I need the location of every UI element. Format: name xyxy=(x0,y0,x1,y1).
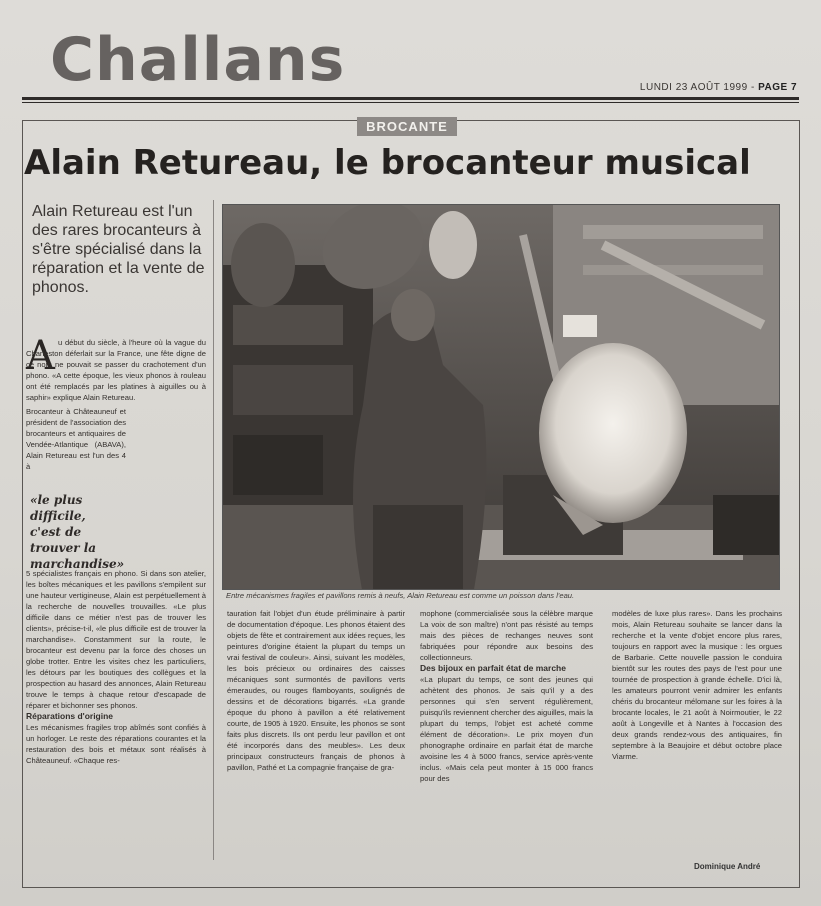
author-signature: Dominique André xyxy=(694,862,761,871)
paragraph-col2: tauration fait l'objet d'un étude préliminaire à partir de documentation d'époque. Les phonos étaient des objets de fête et contrairement aux idées reçues, les peintures d'origine étaient la plupart du temps un vrai festival de couleur». Ainsi, suivant les modèles, les bois précieux ou ordinaires des caisses mécaniques sont surmontés de pavillons verts émeraudes, ou rouges flamboyants, soulignés de dessins et de décorations bigarrés. «La grande époque du phono à pavillon a été relativement courte, de 1905 à 1920. Ensuite, les phonos se sont faits plus discrets. Ils ont perdu leur pavillon et ont été incorporés dans des meubles». Les deux principaux constructeurs français de phonos à pavillon, Pathé et La compagnie française de gra- xyxy=(227,609,405,772)
column-1-intro xyxy=(26,333,206,472)
column-2 xyxy=(227,608,405,773)
column-4 xyxy=(612,608,782,762)
masthead-title: Challans xyxy=(50,25,346,95)
paragraph-col3-a: mophone (commercialisée sous la célèbre marque La voix de son maître) n'ont pas résisté au temps mais des pièces de rechanges neuves sont fabriquées pour répondre aux besoins des collectionneurs. xyxy=(420,609,593,662)
issue-date: LUNDI 23 AOÛT 1999 - xyxy=(639,82,759,93)
paragraph-col4: modèles de luxe plus rares». Dans les prochains mois, Alain Retureau souhaite se lancer dans la recherche et la vente d'objet encore plus rares, toujours en rapport avec la musique : les orgues de Barbarie. Cette nouvelle passion le conduira bientôt sur les routes des pays de l'est pour une tournée de prospection à grande échelle. D'ici là, les amateurs pourront venir admirer les enfants chéris du brocanteur mélomane sur les foires à la brocante locales, le 21 août à Noirmoutier, le 22 août à Longeville et à Nantes à l'occasion des deux grands rendez-vous des antiquaires, fin septembre à la Beaujoire et début octobre place Viarme. xyxy=(612,609,782,761)
pull-quote: «le plus difficile, c'est de trouver la marchandise» xyxy=(30,493,125,571)
masthead-date xyxy=(640,82,797,93)
paragraph-3: 5 spécialistes français en phono. Si dans son atelier, les boîtes mécaniques et les pavillons s'empilent sur une hauteur vertigineuse, Alain est perpétuellement à la recherche de nouvelles trouvailles. «Le plus difficile dans ce métier n'est pas de trouver les clients», précise-t-il, «le plus difficile est de trouver la marchandise». Constamment sur la route, le brocanteur est devenu par la force des choses un globe trotter. Entre les visites chez les particuliers, les détours par les boutiques des collègues et la prospection au hasard des annonces, Alain Retureau trouve le temps à chaque retour d'escapade de réparer et bichonner ses phonos. xyxy=(26,569,206,710)
article-photo xyxy=(222,204,780,590)
paragraph-col3-b: «La plupart du temps, ce sont des jeunes qui achètent des phonos. Je sais qu'il y a des personnes qui s'en servent régulièrement, puisqu'ils reviennent chercher des aiguilles, mais la plupart du temps, l'objet est acheté comme élément de décoration». Le prix moyen d'un phonographe ordinaire en parfait état de marche avoisine les 4 à 5000 francs, service après-vente inclus. «Mais cela peut monter à 15 000 francs pour des xyxy=(420,675,593,783)
article-headline: Alain Retureau, le brocanteur musical xyxy=(24,143,751,183)
article-chapo: Alain Retureau est l'un des rares brocanteurs à s'être spécialisé dans la réparation et la vente de phonos. xyxy=(32,203,205,296)
column-1-continued xyxy=(26,568,206,766)
masthead-rule xyxy=(22,97,799,100)
photo-caption: Entre mécanismes fragiles et pavillons remis à neufs, Alain Retureau est comme un poisson dans l'eau. xyxy=(226,591,575,600)
column-divider xyxy=(213,200,214,860)
subhead-reparations: Réparations d'origine xyxy=(26,711,114,721)
subhead-bijoux: Des bijoux en parfait état de marche xyxy=(420,663,566,673)
paragraph-2: Brocanteur à Châteauneuf et président de l'association des brocanteurs et antiquaires de Vendée-Atlantique (ABAVA), Alain Retureau est l'un des 4 à xyxy=(26,407,126,471)
paragraph-intro: u début du siècle, à l'heure où la vague du Charleston déferlait sur la France, une fête digne de ce nom ne pouvait se passer du crachotement d'un phono. «A cette époque, les vieux phonos à rouleau ont été remplacés par les platines à aiguilles ou à saphir» explique Alain Retureau. xyxy=(26,338,206,402)
rubric-label: BROCANTE xyxy=(357,117,457,136)
column-3 xyxy=(420,608,593,784)
paragraph-4: Les mécanismes fragiles trop abîmés sont confiés à un horloger. Le reste des réparations courantes et la restauration des bois et métaux sont réalisés à Châteauneuf. «Chaque res- xyxy=(26,723,206,765)
masthead-rule-thin xyxy=(22,102,799,103)
drop-cap: A xyxy=(26,333,55,379)
page-number: PAGE 7 xyxy=(758,82,797,93)
